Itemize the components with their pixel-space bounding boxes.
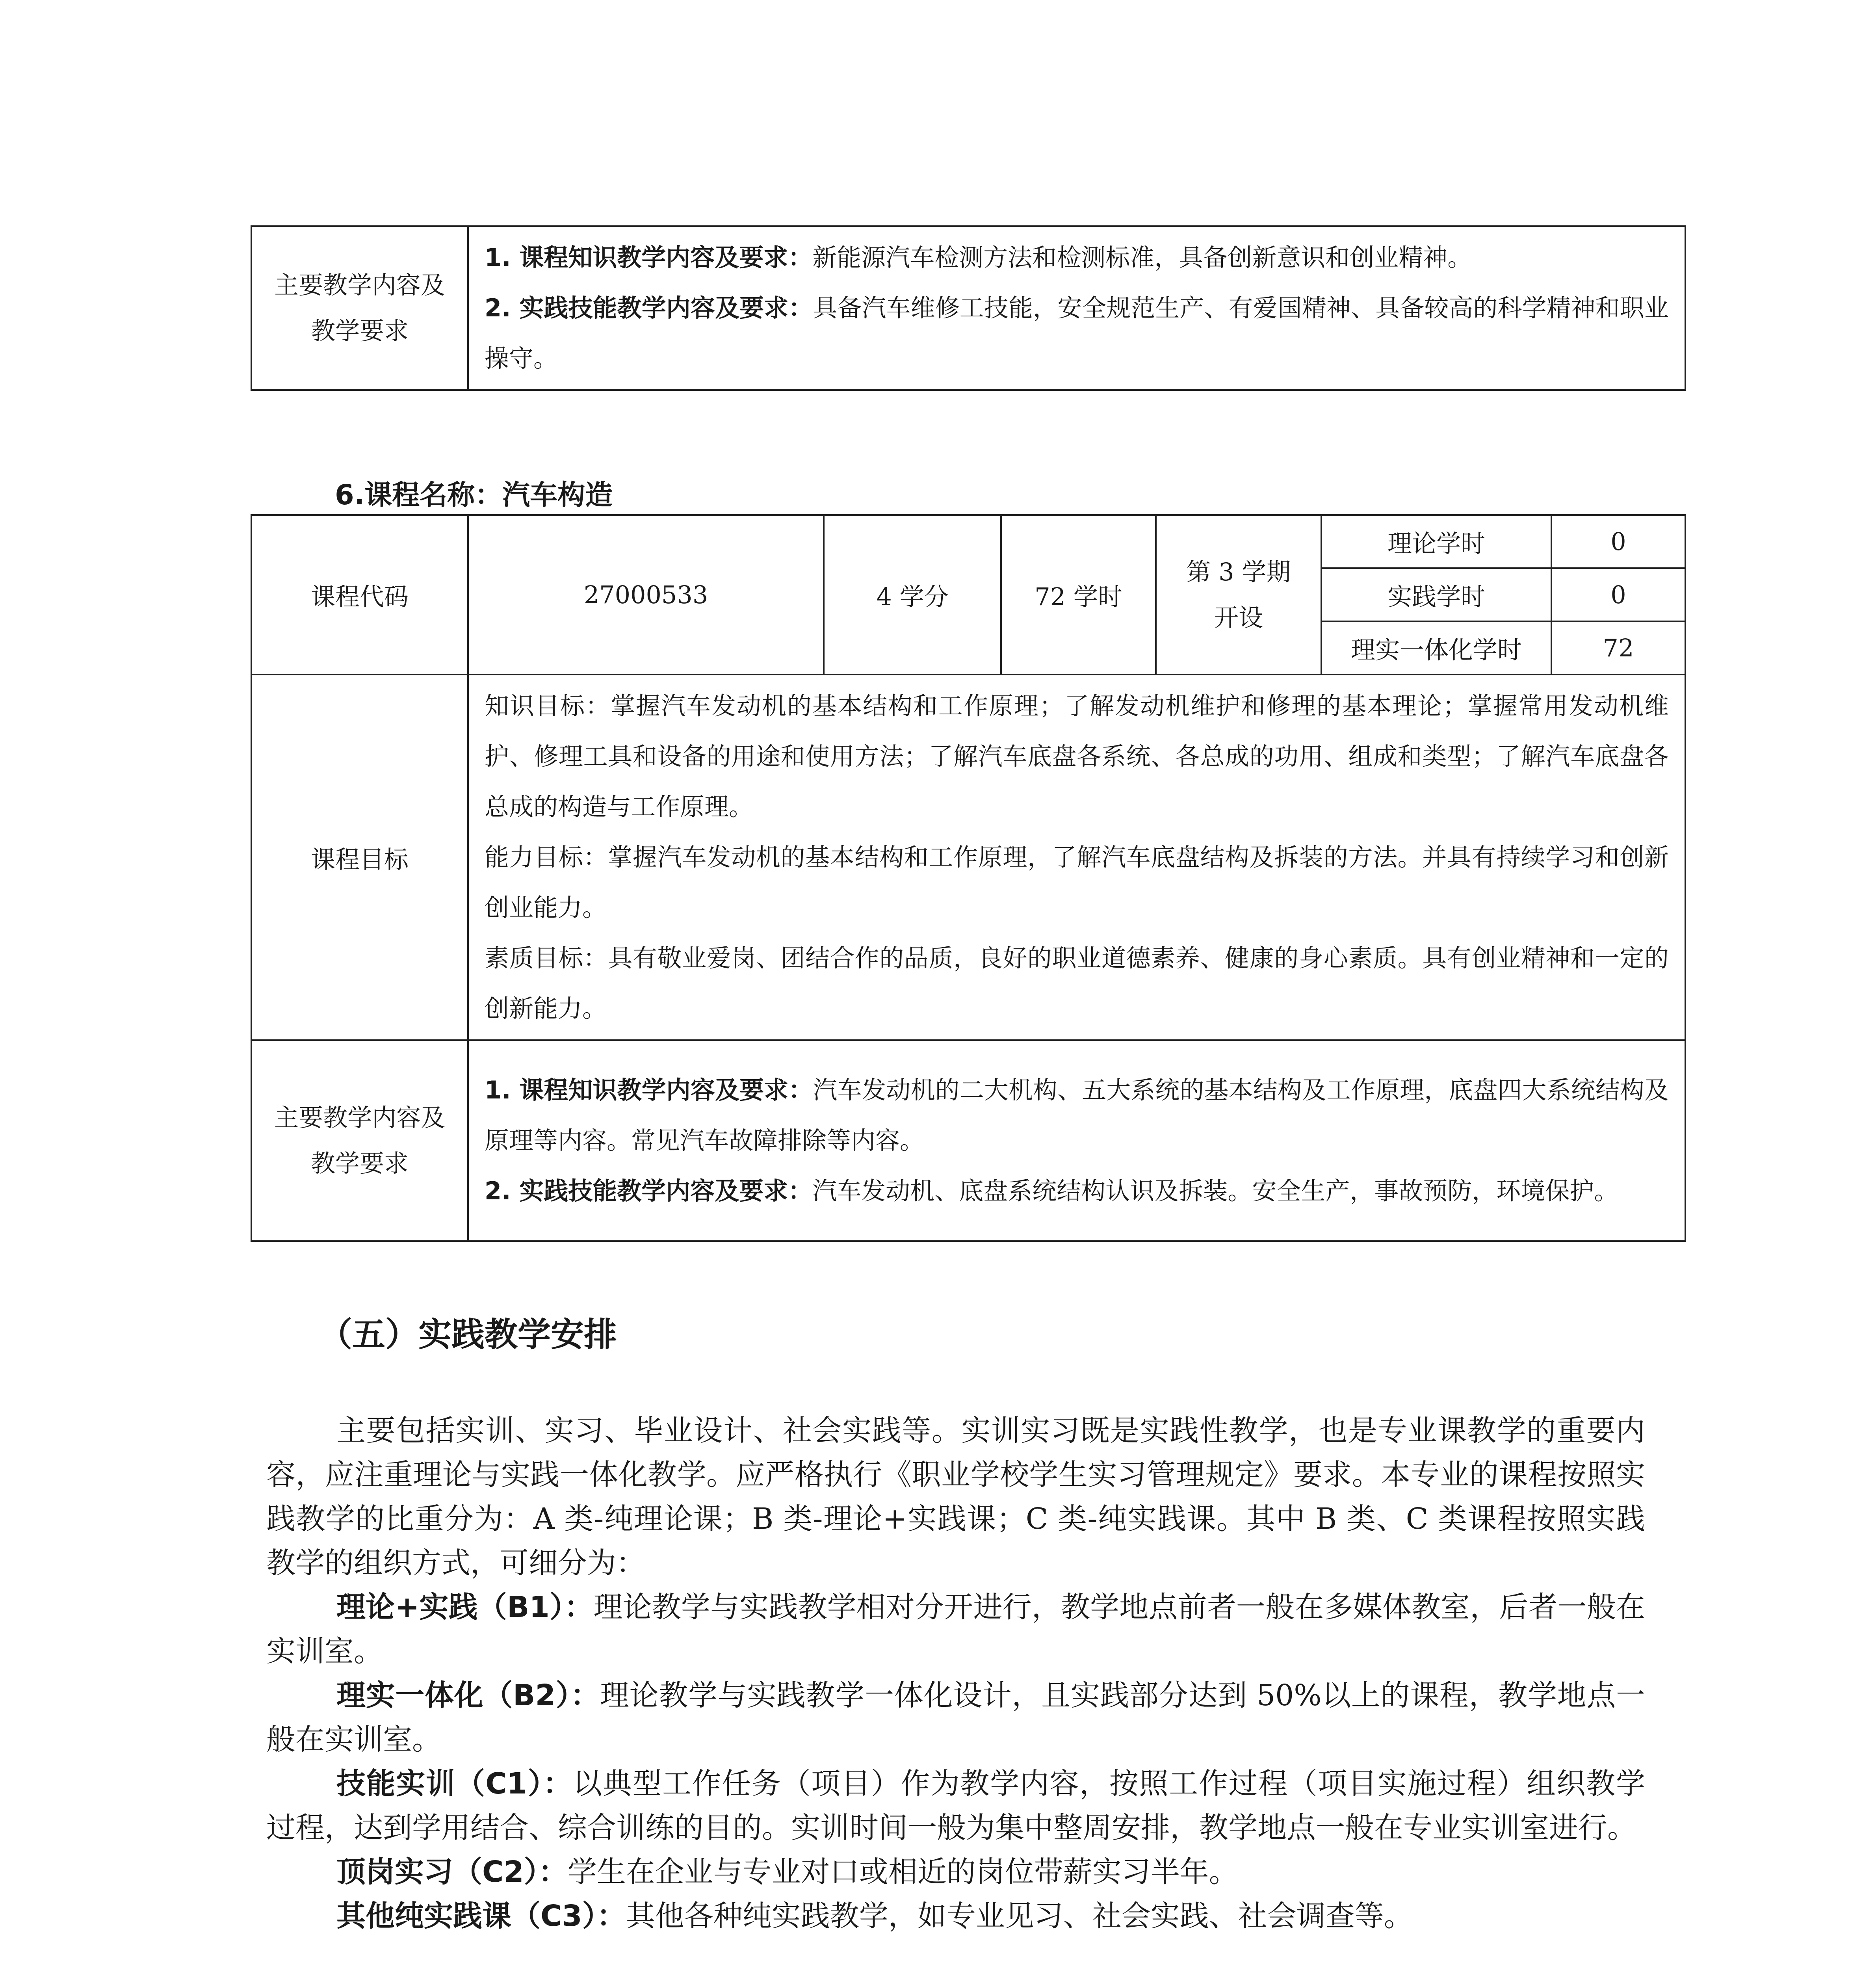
c2-paragraph: 顶岗实习（C2）：学生在企业与专业对口或相近的岗位带薪实习半年。 bbox=[336, 1855, 1238, 1889]
content-top: 1. 课程知识教学内容及要求：新能源汽车检测方法和检测标准，具备创新意识和创业精神。 2. 实践技能教学内容及要求：具备汽车维修工技能，安全规范生产、有爱国精神、具备较高的科学精神和职业操守。 bbox=[468, 226, 1685, 390]
integrated-value: 72 bbox=[1551, 621, 1685, 675]
course6-table bbox=[251, 514, 1686, 1242]
content-detail: 1. 课程知识教学内容及要求：汽车发动机的二大机构、五大系统的基本结构及工作原理，底盘四大系统结构及原理等内容。常见汽车故障排除等内容。 2. 实践技能教学内容及要求：汽车发动机、底盘系统结构认识及拆装。安全生产，事故预防，环境保护。 bbox=[468, 1040, 1685, 1241]
goal-label: 课程目标 bbox=[251, 675, 468, 1040]
goal-knowledge: 知识目标：掌握汽车发动机的基本结构和工作原理；了解发动机维护和修理的基本理论；掌握常用发动机维护、修理工具和设备的用途和使用方法；了解汽车底盘各系统、各总成的功用、组成和类型；了解汽车底盘各总成的构造与工作原理。 bbox=[485, 691, 1669, 821]
b2-paragraph: 理实一体化（B2）：理论教学与实践教学一体化设计，且实践部分达到 50%以上的课程，教学地点一般在实训室。 bbox=[266, 1678, 1645, 1756]
theory-value: 0 bbox=[1551, 515, 1685, 568]
course6-heading: 6.课程名称：汽车构造 bbox=[335, 479, 613, 511]
hours: 72 学时 bbox=[1001, 515, 1156, 675]
theory-label: 理论学时 bbox=[1321, 515, 1551, 568]
practice-value: 0 bbox=[1551, 568, 1685, 621]
goal-quality: 素质目标：具有敬业爱岗、团结合作的品质，良好的职业道德素养、健康的身心素质。具有创业精神和一定的创新能力。 bbox=[485, 944, 1669, 1023]
section-body bbox=[266, 1409, 1645, 1938]
integrated-label: 理实一体化学时 bbox=[1321, 621, 1551, 675]
label-content-top: 主要教学内容及教学要求 bbox=[251, 226, 468, 390]
practice-label: 实践学时 bbox=[1321, 568, 1551, 621]
intro-paragraph: 主要包括实训、实习、毕业设计、社会实践等。实训实习既是实践性教学，也是专业课教学的重要内容，应注重理论与实践一体化教学。应严格执行《职业学校学生实习管理规定》要求。本专业的课程按照实践教学的比重分为：A 类-纯理论课；B 类-理论+实践课；C 类-纯实践课。其中 B 类、C 类课程按照实践教学的组织方式，可细分为： bbox=[266, 1414, 1645, 1580]
b1-paragraph: 理论+实践（B1）：理论教学与实践教学相对分开进行，教学地点前者一般在多媒体教室，后者一般在实训室。 bbox=[266, 1590, 1645, 1668]
semester: 第 3 学期 开设 bbox=[1156, 515, 1321, 675]
goal-content bbox=[468, 675, 1685, 1040]
c3-paragraph: 其他纯实践课（C3）：其他各种纯实践教学，如专业见习、社会实践、社会调查等。 bbox=[336, 1899, 1413, 1933]
code-label: 课程代码 bbox=[251, 515, 468, 675]
c1-paragraph: 技能实训（C1）：以典型工作任务（项目）作为教学内容，按照工作过程（项目实施过程）组织教学过程，达到学用结合、综合训练的目的。实训时间一般为集中整周安排，教学地点一般在专业实训室进行。 bbox=[266, 1767, 1645, 1845]
credits: 4 学分 bbox=[824, 515, 1001, 675]
table-top bbox=[251, 225, 1686, 391]
goal-ability: 能力目标：掌握汽车发动机的基本结构和工作原理，了解汽车底盘结构及拆装的方法。并具有持续学习和创新创业能力。 bbox=[485, 843, 1669, 922]
content-label: 主要教学内容及教学要求 bbox=[251, 1040, 468, 1241]
section-title: （五）实践教学安排 bbox=[319, 1315, 617, 1354]
course-code: 27000533 bbox=[468, 515, 824, 675]
